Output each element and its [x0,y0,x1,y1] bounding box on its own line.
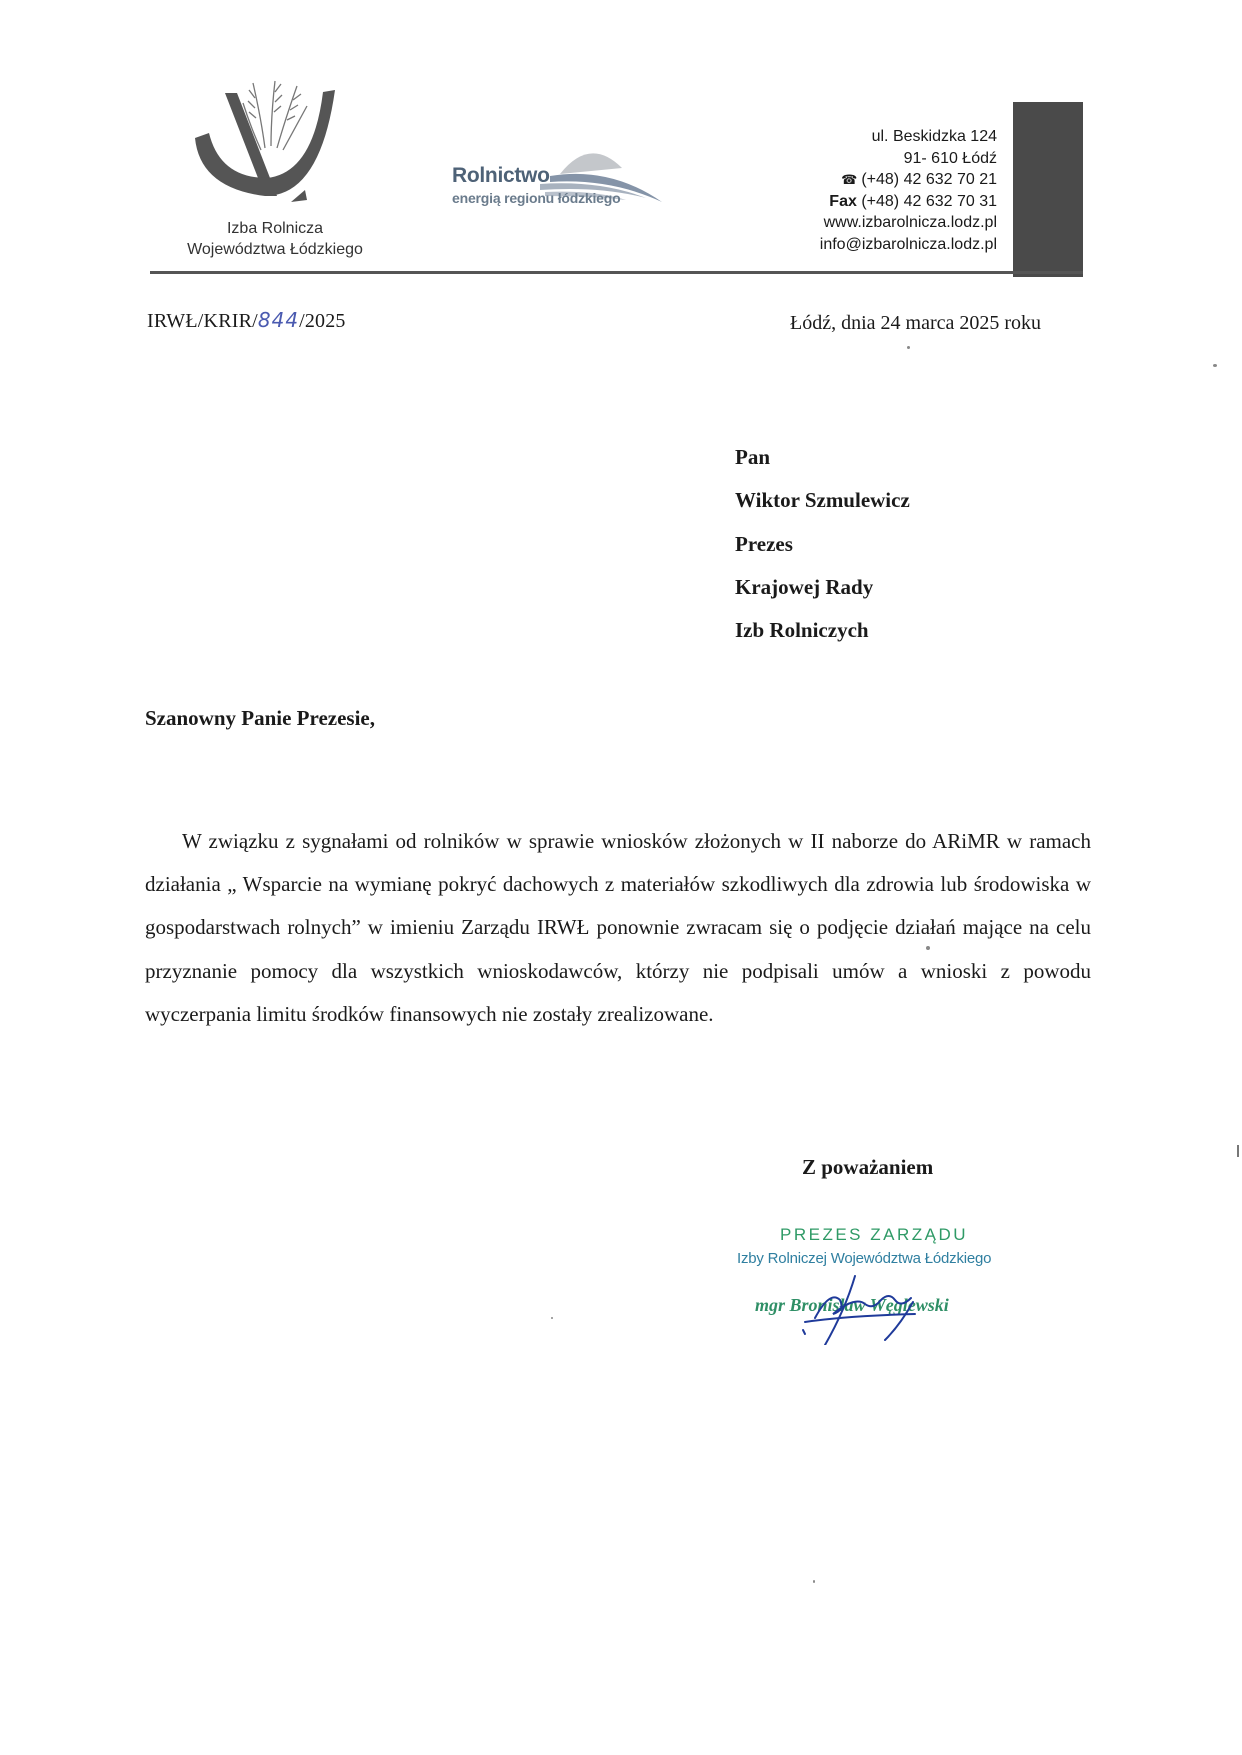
fax-label: Fax [829,192,857,210]
address-postal: 91- 610 Łódź [903,149,997,167]
izba-name [150,218,400,260]
address-street: ul. Beskidzka 124 [871,128,997,145]
addressee-line: Krajowej Rady [735,574,874,599]
rolnictwo-title: Rolnictwo [452,164,550,187]
salutation: Szanowny Panie Prezesie, [145,706,375,730]
scan-speck [1213,364,1217,367]
handwritten-signature [785,1270,935,1345]
reference-handwritten-number: 844 [257,308,300,332]
email: info@izbarolnicza.lodz.pl [819,235,997,253]
phone-number: (+48) 42 632 70 21 [861,171,997,188]
fax-line [735,191,997,213]
izba-name-line2: Województwa Łódzkiego [187,241,363,258]
stamp-name: mgr Bronisław Węglewski [755,1295,949,1315]
addressee-line: Prezes [735,531,793,556]
izba-rolnicza-logo [195,78,355,213]
contact-block [735,126,997,255]
addressee-line: Wiktor Szmulewicz [735,488,910,513]
reference-prefix: IRWŁ/KRIR/ [147,310,258,332]
addressee-line: Izb Rolniczych [735,618,869,643]
scan-speck [926,946,930,950]
letter-date: Łódź, dnia 24 marca 2025 roku [790,312,1042,334]
reference-number [147,308,346,333]
telephone-icon: ☎ [841,172,858,187]
website: www.izbarolnicza.lodz.pl [823,214,997,231]
letter-body: W związku z sygnałami od rolników w sprawie wniosków złożonych w II naborze do ARiMR w ramach działania „ Wsparcie na wymianę pokryć dachowych z materiałów szkodliwych dla zdrowia lub środowiska w gospodarstwach rolnych” w imieniu Zarządu IRWŁ ponownie zwracam się o podjęcie działań mające na celu przyznanie pomocy dla wszystkich wnioskodawców, którzy nie podpisali umów a wnioski z powodu wyczerpania limitu środków finansowych nie zostały zrealizowane. [145,829,1091,1026]
scan-speck [907,346,910,349]
scan-speck [1237,1145,1239,1157]
rolnictwo-subtitle: energią regionu łódzkiego [452,190,621,206]
scan-speck [551,1317,553,1319]
phone-line [735,169,997,191]
stamp-organization: Izby Rolniczej Województwa Łódzkiego [737,1250,992,1267]
header-divider [150,271,1083,274]
closing: Z poważaniem [802,1155,934,1179]
izba-name-line1: Izba Rolnicza [226,220,324,237]
reference-suffix: /2025 [299,310,346,332]
stamp-title: PREZES ZARZĄDU [780,1225,969,1244]
addressee-block [735,436,910,652]
header-dark-bar [1013,102,1083,277]
scan-speck [813,1580,815,1583]
addressee-line: Pan [735,445,771,469]
fax-number: (+48) 42 632 70 31 [861,192,997,210]
